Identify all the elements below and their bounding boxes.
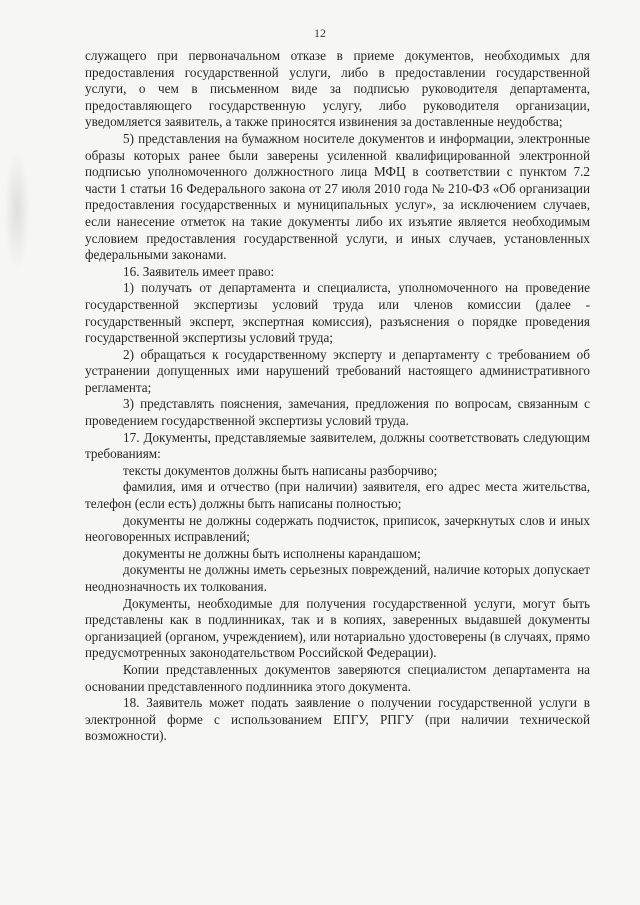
paragraph: 16. Заявитель имеет право:	[123, 263, 275, 279]
paragraph: Документы, необходимые для получения государственной услуги, могут быть представлены как в подлинниках, так и в копиях, заверенных выдавшей документы организацией (органом, учреждением), или нотариально удостоверены (в случаях, прямо предусмотренных законодательством Российской Федерации).	[85, 595, 590, 661]
paragraph: 17. Документы, представляемые заявителем, должны соответствовать следующим требованиям:	[85, 429, 590, 462]
paragraph: документы не должны иметь серьезных повреждений, наличие которых допускает неоднозначность их толкования.	[85, 562, 590, 594]
paragraph: фамилия, имя и отчество (при наличии) заявителя, его адрес места жительства, телефон (если есть) должны быть написаны полностью;	[85, 479, 590, 512]
page-number: 12	[314, 26, 326, 40]
paragraph: 18. Заявитель может подать заявление о получении государственной услуги в электронной форме с использованием ЕПГУ, РПГУ (при наличии технической возможности).	[85, 695, 590, 744]
paragraph: 2) обращаться к государственному эксперту и департаменту с требованием об устранении допущенных ими нарушений требований настоящего административного регламента;	[85, 346, 590, 395]
paragraph: 5) представления на бумажном носителе документов и информации, электронные образы которых ранее были заверены усиленной квалифицированной электронной подписью уполномоченного должностного лица МФЦ в соответствии с пунктом 7.2 части 1 статьи 16 Федерального закона от 27 июля 2010 года № 210-ФЗ «Об организации предоставления государственных и муниципальных услуг», за исключением случаев, если нанесение отметок на такие документы либо их изъятие является необходимым условием предоставления государственной услуги, и иных случаев, установленных федеральными законами.	[85, 130, 590, 263]
paragraph: документы не должны быть исполнены карандашом;	[123, 545, 421, 561]
paragraph: 1) получать от департамента и специалиста, уполномоченного на проведение государственной экспертизы условий труда или членов комиссии (далее - государственный эксперт, экспертная комиссия), разъяснения о порядке проведения государственной экспертизы условий труда;	[85, 280, 590, 346]
paragraph: тексты документов должны быть написаны разборчиво;	[123, 462, 438, 478]
paragraph: служащего при первоначальном отказе в приеме документов, необходимых для предоставления государственной услуги, либо в предоставлении государственной услуги, о чем в письменном виде за подписью руководителя департамента, предоставляющего государственную услугу, либо руководителя организации, уведомляется заявитель, а также приносятся извинения за доставленные неудобства;	[85, 48, 590, 130]
paragraph: 3) представлять пояснения, замечания, предложения по вопросам, связанным с проведением государственной экспертизы условий труда.	[85, 396, 590, 429]
paragraph: Копии представленных документов заверяются специалистом департамента на основании представленного подлинника этого документа.	[85, 661, 590, 694]
paragraph: документы не должны содержать подчисток, приписок, зачеркнутых слов и иных неоговоренных исправлений;	[85, 512, 590, 545]
document-body	[85, 48, 590, 745]
scan-smudge	[4, 150, 30, 270]
